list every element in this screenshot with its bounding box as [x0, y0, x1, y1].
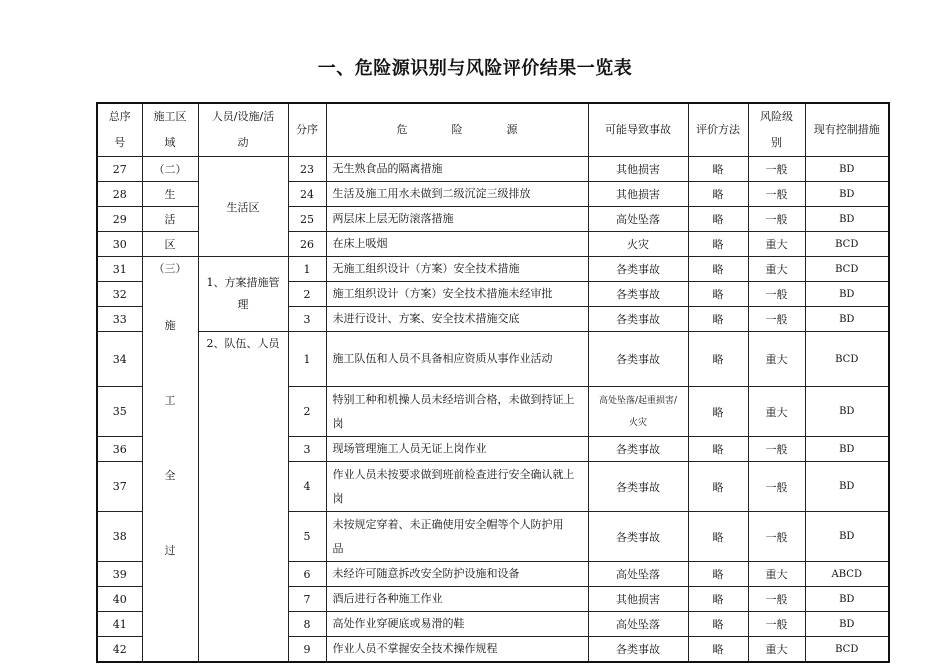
hazard-text: 高处作业穿硬底或易滑的鞋 — [332, 617, 465, 630]
row-total-no: 35 — [97, 387, 142, 437]
personnel-plan-line: 1、方案措施管 — [206, 276, 280, 289]
row-level: 一般 — [748, 307, 805, 332]
accident-text: 高处坠落 — [616, 213, 660, 226]
accident-text: 高处坠落 — [616, 618, 660, 631]
area-char: 施 — [164, 319, 176, 332]
row-total-no: 28 — [97, 182, 142, 207]
row-level: 一般 — [748, 512, 805, 562]
row-accident — [588, 257, 688, 282]
accident-text: 各类事故 — [616, 313, 660, 326]
row-control: BD — [805, 282, 889, 307]
row-method: 略 — [688, 307, 748, 332]
area-cell-construction — [142, 257, 198, 663]
row-accident — [588, 307, 688, 332]
header-sub-no: 分序 — [288, 103, 326, 157]
row-accident — [588, 387, 688, 437]
row-total-no: 37 — [97, 462, 142, 512]
row-sub-no: 25 — [288, 207, 326, 232]
accident-text: 其他损害 — [616, 188, 660, 201]
row-control: BD — [805, 462, 889, 512]
header-level: 风险级 别 — [748, 103, 805, 157]
row-hazard — [326, 637, 588, 663]
hazard-text: 在床上吸烟 — [332, 237, 388, 250]
accident-text: 高处坠落 — [616, 568, 660, 581]
hazard-text: 未进行设计、方案、安全技术措施交底 — [332, 312, 520, 325]
header-method: 评价方法 — [688, 103, 748, 157]
row-control: BD — [805, 307, 889, 332]
accident-text: 各类事故 — [616, 443, 660, 456]
row-control: BD — [805, 157, 889, 182]
row-accident — [588, 587, 688, 612]
personnel-plan — [198, 257, 288, 332]
row-method: 略 — [688, 182, 748, 207]
row-hazard — [326, 307, 588, 332]
row-hazard — [326, 232, 588, 257]
row-hazard — [326, 387, 588, 437]
hazard-text: 无施工组织设计（方案）安全技术措施 — [332, 262, 520, 275]
row-level: 重大 — [748, 332, 805, 387]
row-accident — [588, 437, 688, 462]
row-accident — [588, 612, 688, 637]
hazard-text: 现场管理施工人员无证上岗作业 — [332, 442, 487, 455]
header-accident: 可能导致事故 — [588, 103, 688, 157]
row-method: 略 — [688, 637, 748, 663]
row-accident — [588, 332, 688, 387]
row-hazard — [326, 182, 588, 207]
row-accident — [588, 512, 688, 562]
row-total-no: 38 — [97, 512, 142, 562]
row-hazard — [326, 462, 588, 512]
row-sub-no: 9 — [288, 637, 326, 663]
personnel-team: 2、队伍、人员 — [198, 332, 288, 663]
row-method: 略 — [688, 257, 748, 282]
personnel-plan-line: 理 — [237, 298, 249, 311]
row-hazard — [326, 612, 588, 637]
row-accident — [588, 562, 688, 587]
row-level: 重大 — [748, 562, 805, 587]
row-total-no: 41 — [97, 612, 142, 637]
row-control: BCD — [805, 637, 889, 663]
risk-table — [96, 102, 890, 663]
area-cell-living: 区 — [142, 232, 198, 257]
row-control: BD — [805, 182, 889, 207]
row-hazard — [326, 207, 588, 232]
row-accident — [588, 207, 688, 232]
header-row — [97, 103, 889, 157]
row-control: ABCD — [805, 562, 889, 587]
hazard-text: 品 — [332, 541, 344, 555]
hazard-text: 施工组织设计（方案）安全技术措施未经审批 — [332, 287, 553, 300]
row-sub-no: 7 — [288, 587, 326, 612]
hazard-text: 特别工种和机操人员未经培训合格，未做到持证上 — [332, 392, 575, 406]
row-control: BCD — [805, 232, 889, 257]
row-level: 重大 — [748, 232, 805, 257]
accident-text: 各类事故 — [616, 643, 660, 656]
accident-text: 其他损害 — [616, 593, 660, 606]
row-total-no: 36 — [97, 437, 142, 462]
accident-text: 各类事故 — [616, 480, 660, 494]
header-total-no: 总序 号 — [97, 103, 142, 157]
area-cell-living: （二） — [142, 157, 198, 182]
page-title: 一、危险源识别与风险评价结果一览表 — [317, 58, 633, 79]
row-method: 略 — [688, 332, 748, 387]
row-accident — [588, 157, 688, 182]
row-control: BD — [805, 437, 889, 462]
row-level: 重大 — [748, 387, 805, 437]
row-control: BD — [805, 587, 889, 612]
header-hazard: 危 险 源 — [326, 103, 588, 157]
row-method: 略 — [688, 587, 748, 612]
hazard-text: 岗 — [332, 491, 344, 505]
accident-text: 其他损害 — [616, 163, 660, 176]
row-control: BCD — [805, 332, 889, 387]
row-hazard — [326, 332, 588, 387]
row-sub-no: 6 — [288, 562, 326, 587]
header-area: 施工区 域 — [142, 103, 198, 157]
accident-text: 火灾 — [627, 238, 649, 251]
row-sub-no: 24 — [288, 182, 326, 207]
row-level: 一般 — [748, 157, 805, 182]
row-hazard — [326, 257, 588, 282]
area-cell-living: 活 — [142, 207, 198, 232]
row-sub-no: 3 — [288, 437, 326, 462]
row-method: 略 — [688, 157, 748, 182]
accident-text: 各类事故 — [616, 263, 660, 276]
row-method: 略 — [688, 437, 748, 462]
row-total-no: 42 — [97, 637, 142, 663]
row-sub-no: 23 — [288, 157, 326, 182]
table-row — [97, 332, 889, 387]
hazard-text: 生活及施工用水未做到二级沉淀三级排放 — [332, 187, 531, 200]
row-method: 略 — [688, 612, 748, 637]
row-accident — [588, 232, 688, 257]
row-total-no: 33 — [97, 307, 142, 332]
row-level: 一般 — [748, 612, 805, 637]
table-row — [97, 157, 889, 182]
accident-text: 各类事故 — [616, 353, 660, 366]
row-method: 略 — [688, 512, 748, 562]
row-level: 一般 — [748, 207, 805, 232]
hazard-text: 两层床上层无防滚落措施 — [332, 212, 454, 225]
row-control: BD — [805, 387, 889, 437]
row-total-no: 32 — [97, 282, 142, 307]
accident-text: 各类事故 — [616, 288, 660, 301]
row-hazard — [326, 282, 588, 307]
row-method: 略 — [688, 232, 748, 257]
area-char: 全 — [164, 469, 176, 482]
row-method: 略 — [688, 207, 748, 232]
accident-text: 各类事故 — [616, 530, 660, 544]
row-method: 略 — [688, 282, 748, 307]
row-level: 一般 — [748, 462, 805, 512]
row-control: BD — [805, 612, 889, 637]
row-sub-no: 1 — [288, 257, 326, 282]
area-label-construction: （三） — [153, 262, 187, 275]
row-total-no: 31 — [97, 257, 142, 282]
row-method: 略 — [688, 387, 748, 437]
area-char: 过 — [164, 544, 176, 557]
personnel-living: 生活区 — [198, 157, 288, 257]
row-accident — [588, 282, 688, 307]
row-control: BD — [805, 512, 889, 562]
row-hazard — [326, 512, 588, 562]
row-total-no: 30 — [97, 232, 142, 257]
row-total-no: 39 — [97, 562, 142, 587]
row-hazard — [326, 562, 588, 587]
area-char: 工 — [164, 394, 176, 407]
row-level: 重大 — [748, 637, 805, 663]
row-level: 重大 — [748, 257, 805, 282]
row-level: 一般 — [748, 437, 805, 462]
hazard-text: 作业人员不掌握安全技术操作规程 — [332, 642, 498, 655]
row-sub-no: 8 — [288, 612, 326, 637]
row-method: 略 — [688, 562, 748, 587]
hazard-text: 无生熟食品的隔离措施 — [332, 162, 443, 175]
row-sub-no: 4 — [288, 462, 326, 512]
row-accident — [588, 182, 688, 207]
row-total-no: 29 — [97, 207, 142, 232]
row-sub-no: 26 — [288, 232, 326, 257]
hazard-text: 施工队伍和人员不具备相应资质从事作业活动 — [332, 352, 553, 365]
row-total-no: 34 — [97, 332, 142, 387]
row-level: 一般 — [748, 587, 805, 612]
row-sub-no: 1 — [288, 332, 326, 387]
row-sub-no: 5 — [288, 512, 326, 562]
row-level: 一般 — [748, 282, 805, 307]
accident-text: 火灾 — [628, 417, 647, 428]
hazard-text: 未按规定穿着、未正确使用安全帽等个人防护用 — [332, 517, 564, 531]
row-accident — [588, 637, 688, 663]
accident-text: 高处坠落/起重损害/ — [598, 395, 678, 406]
row-sub-no: 3 — [288, 307, 326, 332]
row-sub-no: 2 — [288, 282, 326, 307]
table-row — [97, 257, 889, 282]
area-cell-living: 生 — [142, 182, 198, 207]
hazard-text: 酒后进行各种施工作业 — [332, 592, 443, 605]
row-hazard — [326, 157, 588, 182]
hazard-text: 岗 — [332, 416, 344, 430]
row-sub-no: 2 — [288, 387, 326, 437]
header-personnel: 人员/设施/活 动 — [198, 103, 288, 157]
row-control: BCD — [805, 257, 889, 282]
hazard-text: 未经许可随意拆改安全防护设施和设备 — [332, 567, 520, 580]
row-hazard — [326, 587, 588, 612]
header-control: 现有控制措施 — [805, 103, 889, 157]
row-accident — [588, 462, 688, 512]
hazard-text: 作业人员未按要求做到班前检查进行安全确认就上 — [332, 467, 575, 481]
row-level: 一般 — [748, 182, 805, 207]
row-hazard — [326, 437, 588, 462]
row-total-no: 40 — [97, 587, 142, 612]
row-total-no: 27 — [97, 157, 142, 182]
row-method: 略 — [688, 462, 748, 512]
row-control: BD — [805, 207, 889, 232]
